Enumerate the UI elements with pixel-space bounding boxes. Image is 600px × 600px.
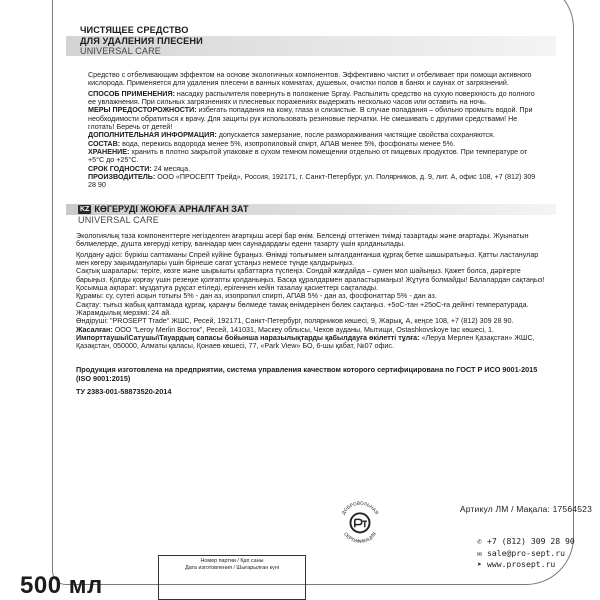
ru-description: [88, 71, 544, 190]
contacts: [474, 536, 575, 571]
kz-paragraph: Сақтық шаралары: теріге, көзге және шырышты қабаттарға түспеңіз. Сондай жағдайда – сумен мол шайыңыз. Қажет болса, дәрігерге барыңыз. Қолды қорғау үшін резеңке қолғапты қолданыңыз. Басқа құралдармен араластырмаңыз! Жұтуға болмайды! Балалардан сақтаңыз!: [76, 267, 545, 284]
batch-box: [158, 555, 306, 600]
label-content: [66, 24, 556, 396]
article-number: Артикул ЛМ / Мақала: 17564523: [459, 504, 592, 514]
certification-note: Продукция изготовлена на предприятии, система управления качеством которого сертифицирована по ГОСТ Р ИСО 9001-2015 (ISO 9001:2015): [76, 364, 538, 383]
batch-number-label: Номер партии / Қап саны: [200, 558, 264, 564]
tu-code: ТУ 2383-001-58873520-2014: [76, 386, 172, 396]
seal-top-text: ДОБРОВОЛЬНАЯ: [340, 500, 380, 516]
ru-title-line2: ДЛЯ УДАЛЕНИЯ ПЛЕСЕНИ: [80, 35, 203, 46]
kz-paragraph: Экологиялық таза компоненттерге негізделген ағартқыш әсері бар өнім. Белсенді оттегімен тиімді тазартады және ағартады. Жуынатын бөлмелерде, душта көгеруді кетіру, ваннадар мен саунадардағы еденн тазарту үшін қолданылады.: [76, 231, 529, 249]
kz-paragraph: Қосымша ақпарат: мұздатуға рұқсат етіледі, ерігеннен кейін тазалау қасиеттері сақталады.: [76, 283, 378, 292]
kz-paragraph: Жасалған: ООО "Leroy Merlin Восток", Ресей, 141031, Мәскеу облысы, Чехов ауданы, Мытищи, Ostashkovskoye tac көшесі, 1.: [76, 325, 494, 334]
ru-paragraph: МЕРЫ ПРЕДОСТОРОЖНОСТИ: избегать попадания на кожу, глаза и слизистые. В случае попадания – обильно промыть водой. При необходимости обратиться к врачу. Для защиты рук использовать резиновые перчатки. Не смешивать с другими средствами! Не глотать! Беречь от детей!: [88, 106, 533, 132]
contact-phone: ✆ +7 (812) 309 28 90: [474, 536, 575, 548]
phone-icon: ✆: [477, 537, 482, 546]
contact-website[interactable]: ➤ www.prosept.ru: [474, 559, 575, 571]
ru-paragraph: СРОК ГОДНОСТИ: 24 месяца.: [88, 164, 191, 173]
kz-language-badge: KZ: [80, 205, 90, 213]
ru-paragraph: ПРОИЗВОДИТЕЛЬ: ООО «ПРОСЕПТ Трейд», Россия, 192171, г. Санкт-Петербург, ул. Полярников, д. 9, лит. А, офис 108, +7 (812) 309 28 90: [88, 173, 536, 190]
certification-seal-icon: [334, 496, 386, 548]
ru-paragraph: СПОСОБ ПРИМЕНЕНИЯ: насадку распылителя повернуть в положение Spray. Распылить средство на сухую поверхность до полного ее увлажнения. При сильных загрязнениях и плесневых поражениях выдержать несколько часов или оставить на ночь.: [88, 89, 535, 107]
kz-paragraph: Жарамдылық мерзімі: 24 ай.: [76, 308, 172, 317]
ru-paragraph: ХРАНЕНИЕ: хранить в плотно закрытой упаковке в сухом темном помещении отдельно от пищевых продуктов. При температуре от +5°C до +25°C.: [88, 148, 528, 165]
kz-header: [66, 204, 556, 226]
volume-label: 500 мл: [20, 572, 103, 599]
seal-letter-p: [355, 519, 362, 527]
ru-paragraph: Средство с отбеливающим эффектом на основе экологичных компонентов. Эффективно чистит и отбеливает при помощи активного кислорода. Применяется для удаления плесени в ванных комнатах, душевых, очистки полов в банях и саунах от загрязнений.: [88, 71, 532, 88]
kz-paragraph: Өндіруші: "PROSEPT Trade" ЖШС, Ресей, 192171, Санкт-Петербург, полярников көшесі, 9, Жарық, А, кеңсе 108, +7 (812) 309 28 90.: [76, 317, 514, 326]
kz-paragraph: Құрамы: су, сутегі асқын тотығы 5% - дан аз, изопропил спирті, АПАВ 5% - дан аз, фосфонаттар 5% - дан аз.: [76, 292, 437, 301]
email-icon: ✉: [477, 548, 482, 558]
ru-brand: UNIVERSAL CARE: [80, 46, 161, 56]
ru-product-title: [80, 24, 556, 46]
seal-ring: [350, 513, 369, 532]
kz-paragraph: Импорттаушы\Сатушы\Тауардың сапасы бойынша наразылықтарды қабылдауға өкілетті тұлға: «Леруа Мерлен Қазақстан» ЖШС, Қазақстан, 050000, Алматы қаласы, Қонаев көшесі, 77, «Park View» БО, 6-шы қабат, №07 офис.: [76, 333, 535, 351]
contact-email[interactable]: ✉ sale@pro-sept.ru: [474, 548, 575, 560]
ru-title-line1: ЧИСТЯЩЕЕ СРЕДСТВО: [80, 25, 189, 35]
cursor-icon: ➤: [477, 560, 482, 570]
kz-title-line: [78, 204, 556, 215]
manufacture-date-label: Дата изготовления / Шығарылған күні: [185, 564, 279, 571]
ru-paragraph: СОСТАВ: вода, перекись водорода менее 5%, изопропиловый спирт, АПАВ менее 5%, фосфонаты менее 5%.: [88, 139, 455, 148]
seal-letter-t: [363, 521, 367, 527]
ru-paragraph: ДОПОЛНИТЕЛЬНАЯ ИНФОРМАЦИЯ: допускается замерзание, после размораживания чистящие свойства сохраняются.: [88, 131, 495, 140]
kz-paragraph: Қолдану әдісі: бүрікіш саптаманы Спрей күйіне бұраңыз. Өнімді толығымен ылғалданғанша құрғақ бетке шашыратыңыз. Қатты ластанулар мен көгеру зақымданулары үшін бірнеше сағат ұстаңыз немесе түнде қалдырыңыз.: [76, 250, 539, 267]
kz-product-title: КӨГЕРУДІ ЖОЮҒА АРНАЛҒАН ЗАТ: [94, 204, 249, 215]
ru-header: [66, 24, 556, 57]
kz-paragraph: Сақтау: тығыз жабық қаптамада құрғақ, қараңғы бөлмеде тамақ өнімдерінен бөлек сақтаңыз. +5оС-тан +25оС-ға дейінгі температурада.: [76, 300, 529, 309]
kz-description: [76, 232, 546, 351]
kz-brand: UNIVERSAL CARE: [78, 214, 159, 225]
seal-bottom-text: СЕРТИФИКАЦИЯ: [342, 531, 378, 544]
